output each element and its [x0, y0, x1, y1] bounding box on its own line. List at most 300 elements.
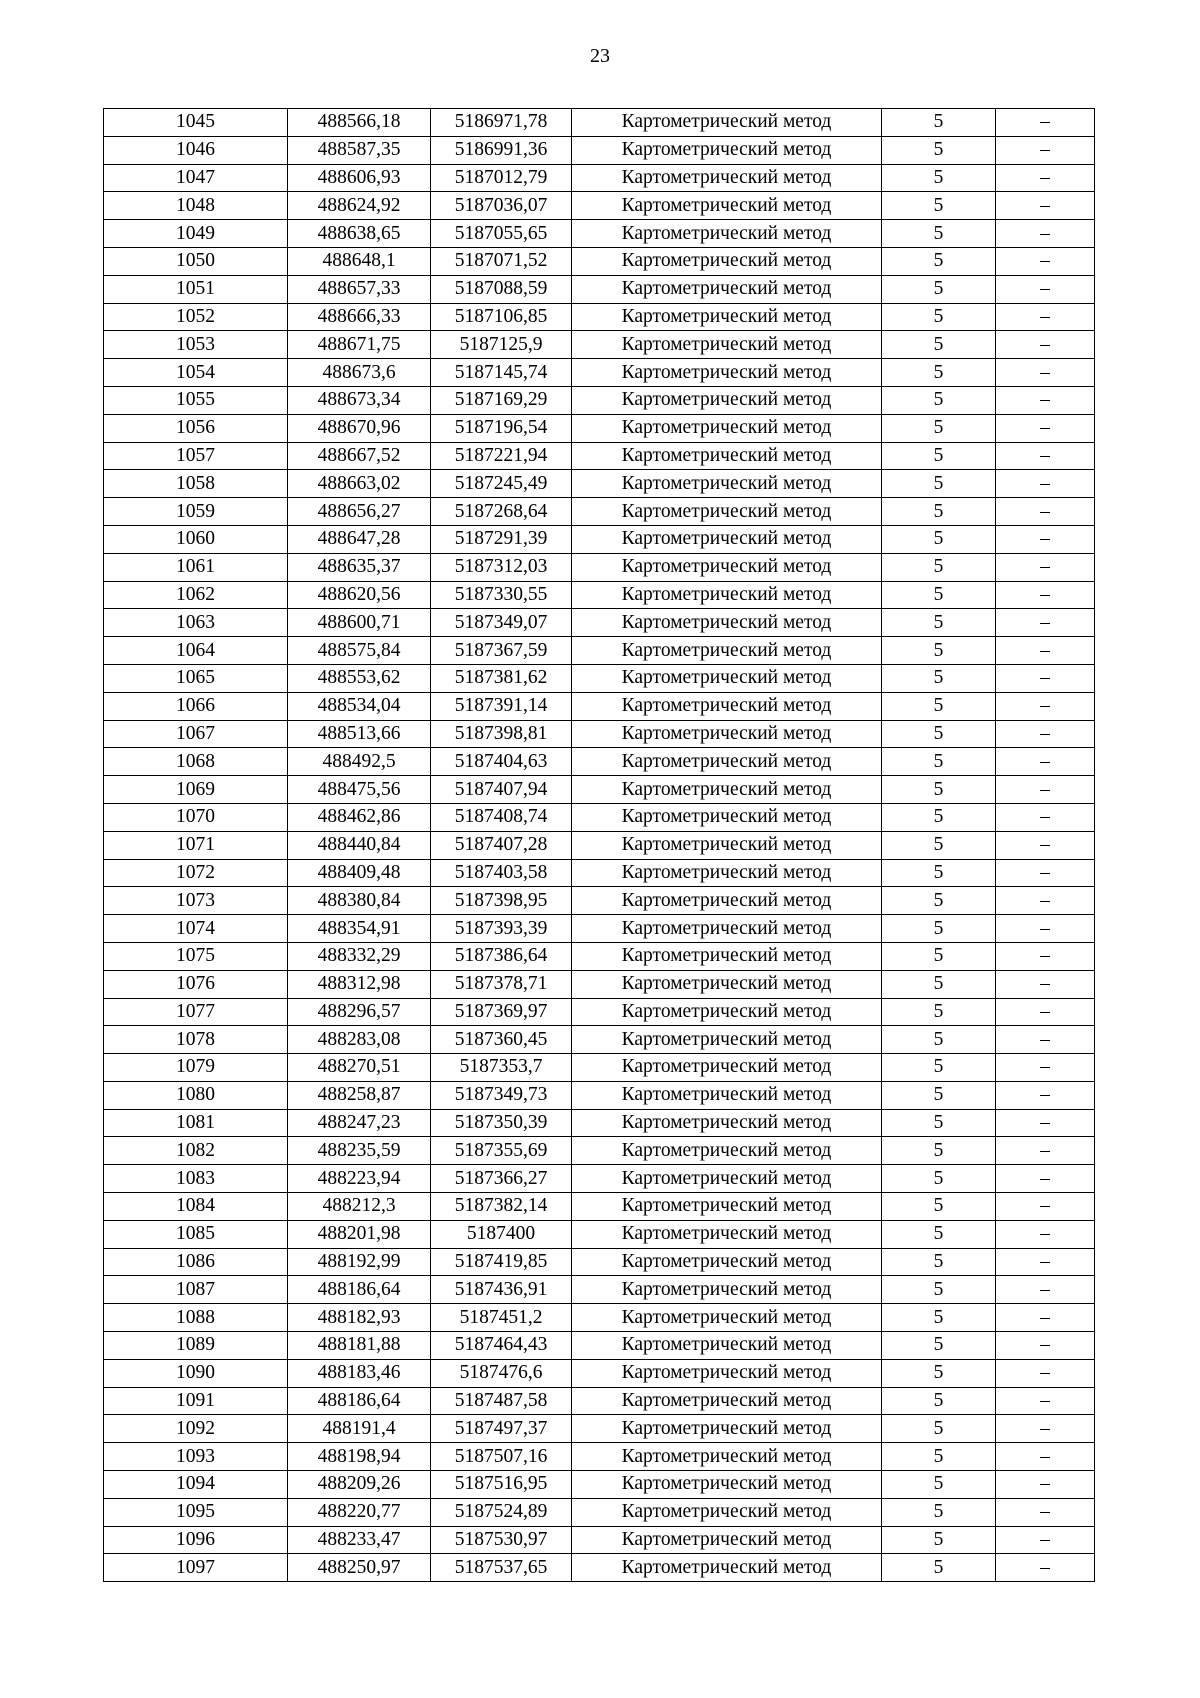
accuracy-cell: 5 [882, 109, 996, 137]
table-row [104, 303, 1095, 331]
method-cell: Картометрический метод [572, 637, 882, 665]
y-coordinate-cell: 5187367,59 [431, 637, 572, 665]
method-cell: Картометрический метод [572, 1304, 882, 1332]
table-row [104, 942, 1095, 970]
y-coordinate-cell: 5187291,39 [431, 525, 572, 553]
note-cell: – [996, 1193, 1095, 1221]
accuracy-cell: 5 [882, 803, 996, 831]
point-number-cell: 1067 [104, 720, 288, 748]
point-number-cell: 1048 [104, 192, 288, 220]
y-coordinate-cell: 5186991,36 [431, 136, 572, 164]
y-coordinate-cell: 5186971,78 [431, 109, 572, 137]
point-number-cell: 1050 [104, 247, 288, 275]
table-row [104, 1387, 1095, 1415]
accuracy-cell: 5 [882, 1554, 996, 1582]
note-cell: – [996, 303, 1095, 331]
accuracy-cell: 5 [882, 525, 996, 553]
note-cell: – [996, 1415, 1095, 1443]
note-cell: – [996, 664, 1095, 692]
y-coordinate-cell: 5187169,29 [431, 386, 572, 414]
method-cell: Картометрический метод [572, 859, 882, 887]
x-coordinate-cell: 488332,29 [288, 942, 431, 970]
point-number-cell: 1045 [104, 109, 288, 137]
accuracy-cell: 5 [882, 1359, 996, 1387]
accuracy-cell: 5 [882, 692, 996, 720]
x-coordinate-cell: 488673,34 [288, 386, 431, 414]
method-cell: Картометрический метод [572, 1387, 882, 1415]
x-coordinate-cell: 488600,71 [288, 609, 431, 637]
y-coordinate-cell: 5187487,58 [431, 1387, 572, 1415]
note-cell: – [996, 1165, 1095, 1193]
y-coordinate-cell: 5187419,85 [431, 1248, 572, 1276]
note-cell: – [996, 1054, 1095, 1082]
point-number-cell: 1061 [104, 553, 288, 581]
x-coordinate-cell: 488638,65 [288, 220, 431, 248]
note-cell: – [996, 609, 1095, 637]
coordinates-table [103, 108, 1095, 1582]
y-coordinate-cell: 5187312,03 [431, 553, 572, 581]
point-number-cell: 1084 [104, 1193, 288, 1221]
table-row [104, 581, 1095, 609]
method-cell: Картометрический метод [572, 414, 882, 442]
table-row [104, 970, 1095, 998]
point-number-cell: 1075 [104, 942, 288, 970]
table-row [104, 664, 1095, 692]
y-coordinate-cell: 5187393,39 [431, 915, 572, 943]
method-cell: Картометрический метод [572, 1554, 882, 1582]
x-coordinate-cell: 488233,47 [288, 1526, 431, 1554]
x-coordinate-cell: 488663,02 [288, 470, 431, 498]
method-cell: Картометрический метод [572, 1081, 882, 1109]
accuracy-cell: 5 [882, 1387, 996, 1415]
method-cell: Картометрический метод [572, 942, 882, 970]
method-cell: Картометрический метод [572, 692, 882, 720]
table-row [104, 1415, 1095, 1443]
table-row [104, 1443, 1095, 1471]
note-cell: – [996, 275, 1095, 303]
note-cell: – [996, 1471, 1095, 1499]
accuracy-cell: 5 [882, 164, 996, 192]
note-cell: – [996, 1137, 1095, 1165]
method-cell: Картометрический метод [572, 1471, 882, 1499]
method-cell: Картометрический метод [572, 220, 882, 248]
note-cell: – [996, 637, 1095, 665]
y-coordinate-cell: 5187245,49 [431, 470, 572, 498]
coordinates-table-body [104, 109, 1095, 1582]
method-cell: Картометрический метод [572, 915, 882, 943]
method-cell: Картометрический метод [572, 553, 882, 581]
note-cell: – [996, 136, 1095, 164]
y-coordinate-cell: 5187398,95 [431, 887, 572, 915]
accuracy-cell: 5 [882, 1081, 996, 1109]
accuracy-cell: 5 [882, 1054, 996, 1082]
method-cell: Картометрический метод [572, 1443, 882, 1471]
y-coordinate-cell: 5187507,16 [431, 1443, 572, 1471]
x-coordinate-cell: 488475,56 [288, 776, 431, 804]
table-row [104, 442, 1095, 470]
table-row [104, 1054, 1095, 1082]
accuracy-cell: 5 [882, 581, 996, 609]
point-number-cell: 1085 [104, 1220, 288, 1248]
table-row [104, 637, 1095, 665]
table-row [104, 275, 1095, 303]
method-cell: Картометрический метод [572, 1332, 882, 1360]
x-coordinate-cell: 488182,93 [288, 1304, 431, 1332]
note-cell: – [996, 1220, 1095, 1248]
note-cell: – [996, 331, 1095, 359]
note-cell: – [996, 247, 1095, 275]
y-coordinate-cell: 5187407,94 [431, 776, 572, 804]
accuracy-cell: 5 [882, 553, 996, 581]
table-row [104, 331, 1095, 359]
point-number-cell: 1090 [104, 1359, 288, 1387]
point-number-cell: 1064 [104, 637, 288, 665]
point-number-cell: 1088 [104, 1304, 288, 1332]
method-cell: Картометрический метод [572, 386, 882, 414]
y-coordinate-cell: 5187055,65 [431, 220, 572, 248]
method-cell: Картометрический метод [572, 803, 882, 831]
table-row [104, 386, 1095, 414]
point-number-cell: 1071 [104, 831, 288, 859]
accuracy-cell: 5 [882, 1443, 996, 1471]
table-row [104, 776, 1095, 804]
note-cell: – [996, 915, 1095, 943]
x-coordinate-cell: 488534,04 [288, 692, 431, 720]
method-cell: Картометрический метод [572, 498, 882, 526]
x-coordinate-cell: 488380,84 [288, 887, 431, 915]
table-row [104, 359, 1095, 387]
method-cell: Картометрический метод [572, 1276, 882, 1304]
y-coordinate-cell: 5187125,9 [431, 331, 572, 359]
accuracy-cell: 5 [882, 414, 996, 442]
note-cell: – [996, 831, 1095, 859]
accuracy-cell: 5 [882, 192, 996, 220]
accuracy-cell: 5 [882, 1526, 996, 1554]
point-number-cell: 1052 [104, 303, 288, 331]
y-coordinate-cell: 5187088,59 [431, 275, 572, 303]
table-row [104, 1165, 1095, 1193]
x-coordinate-cell: 488312,98 [288, 970, 431, 998]
table-row [104, 109, 1095, 137]
y-coordinate-cell: 5187476,6 [431, 1359, 572, 1387]
table-row [104, 915, 1095, 943]
note-cell: – [996, 1526, 1095, 1554]
method-cell: Картометрический метод [572, 164, 882, 192]
x-coordinate-cell: 488181,88 [288, 1332, 431, 1360]
y-coordinate-cell: 5187524,89 [431, 1498, 572, 1526]
method-cell: Картометрический метод [572, 1359, 882, 1387]
x-coordinate-cell: 488409,48 [288, 859, 431, 887]
x-coordinate-cell: 488647,28 [288, 525, 431, 553]
table-row [104, 831, 1095, 859]
y-coordinate-cell: 5187464,43 [431, 1332, 572, 1360]
accuracy-cell: 5 [882, 1220, 996, 1248]
y-coordinate-cell: 5187537,65 [431, 1554, 572, 1582]
x-coordinate-cell: 488258,87 [288, 1081, 431, 1109]
point-number-cell: 1070 [104, 803, 288, 831]
point-number-cell: 1059 [104, 498, 288, 526]
x-coordinate-cell: 488247,23 [288, 1109, 431, 1137]
y-coordinate-cell: 5187071,52 [431, 247, 572, 275]
point-number-cell: 1058 [104, 470, 288, 498]
note-cell: – [996, 1387, 1095, 1415]
y-coordinate-cell: 5187381,62 [431, 664, 572, 692]
accuracy-cell: 5 [882, 247, 996, 275]
x-coordinate-cell: 488492,5 [288, 748, 431, 776]
y-coordinate-cell: 5187012,79 [431, 164, 572, 192]
y-coordinate-cell: 5187516,95 [431, 1471, 572, 1499]
y-coordinate-cell: 5187382,14 [431, 1193, 572, 1221]
x-coordinate-cell: 488635,37 [288, 553, 431, 581]
point-number-cell: 1057 [104, 442, 288, 470]
y-coordinate-cell: 5187360,45 [431, 1026, 572, 1054]
table-row [104, 525, 1095, 553]
x-coordinate-cell: 488673,6 [288, 359, 431, 387]
note-cell: – [996, 1498, 1095, 1526]
note-cell: – [996, 220, 1095, 248]
table-row [104, 692, 1095, 720]
x-coordinate-cell: 488250,97 [288, 1554, 431, 1582]
table-row [104, 498, 1095, 526]
note-cell: – [996, 1081, 1095, 1109]
note-cell: – [996, 887, 1095, 915]
x-coordinate-cell: 488566,18 [288, 109, 431, 137]
y-coordinate-cell: 5187436,91 [431, 1276, 572, 1304]
accuracy-cell: 5 [882, 776, 996, 804]
x-coordinate-cell: 488223,94 [288, 1165, 431, 1193]
method-cell: Картометрический метод [572, 1165, 882, 1193]
method-cell: Картометрический метод [572, 970, 882, 998]
x-coordinate-cell: 488201,98 [288, 1220, 431, 1248]
x-coordinate-cell: 488192,99 [288, 1248, 431, 1276]
method-cell: Картометрический метод [572, 1415, 882, 1443]
point-number-cell: 1065 [104, 664, 288, 692]
x-coordinate-cell: 488209,26 [288, 1471, 431, 1499]
x-coordinate-cell: 488191,4 [288, 1415, 431, 1443]
table-row [104, 1220, 1095, 1248]
note-cell: – [996, 776, 1095, 804]
method-cell: Картометрический метод [572, 776, 882, 804]
point-number-cell: 1047 [104, 164, 288, 192]
x-coordinate-cell: 488183,46 [288, 1359, 431, 1387]
note-cell: – [996, 692, 1095, 720]
y-coordinate-cell: 5187530,97 [431, 1526, 572, 1554]
x-coordinate-cell: 488648,1 [288, 247, 431, 275]
note-cell: – [996, 498, 1095, 526]
accuracy-cell: 5 [882, 609, 996, 637]
x-coordinate-cell: 488235,59 [288, 1137, 431, 1165]
x-coordinate-cell: 488270,51 [288, 1054, 431, 1082]
point-number-cell: 1073 [104, 887, 288, 915]
note-cell: – [996, 1332, 1095, 1360]
method-cell: Картометрический метод [572, 1498, 882, 1526]
accuracy-cell: 5 [882, 859, 996, 887]
note-cell: – [996, 525, 1095, 553]
x-coordinate-cell: 488670,96 [288, 414, 431, 442]
y-coordinate-cell: 5187350,39 [431, 1109, 572, 1137]
table-row [104, 414, 1095, 442]
method-cell: Картометрический метод [572, 303, 882, 331]
accuracy-cell: 5 [882, 303, 996, 331]
table-row [104, 1081, 1095, 1109]
table-row [104, 803, 1095, 831]
y-coordinate-cell: 5187349,07 [431, 609, 572, 637]
method-cell: Картометрический метод [572, 998, 882, 1026]
point-number-cell: 1053 [104, 331, 288, 359]
y-coordinate-cell: 5187106,85 [431, 303, 572, 331]
note-cell: – [996, 553, 1095, 581]
x-coordinate-cell: 488212,3 [288, 1193, 431, 1221]
table-row [104, 247, 1095, 275]
method-cell: Картометрический метод [572, 109, 882, 137]
x-coordinate-cell: 488671,75 [288, 331, 431, 359]
point-number-cell: 1079 [104, 1054, 288, 1082]
table-row [104, 192, 1095, 220]
table-row [104, 1359, 1095, 1387]
method-cell: Картометрический метод [572, 609, 882, 637]
method-cell: Картометрический метод [572, 720, 882, 748]
point-number-cell: 1094 [104, 1471, 288, 1499]
accuracy-cell: 5 [882, 970, 996, 998]
method-cell: Картометрический метод [572, 359, 882, 387]
y-coordinate-cell: 5187353,7 [431, 1054, 572, 1082]
x-coordinate-cell: 488656,27 [288, 498, 431, 526]
point-number-cell: 1082 [104, 1137, 288, 1165]
y-coordinate-cell: 5187403,58 [431, 859, 572, 887]
method-cell: Картометрический метод [572, 1193, 882, 1221]
y-coordinate-cell: 5187400 [431, 1220, 572, 1248]
method-cell: Картометрический метод [572, 470, 882, 498]
point-number-cell: 1097 [104, 1554, 288, 1582]
table-row [104, 887, 1095, 915]
table-row [104, 1109, 1095, 1137]
method-cell: Картометрический метод [572, 1109, 882, 1137]
x-coordinate-cell: 488553,62 [288, 664, 431, 692]
y-coordinate-cell: 5187366,27 [431, 1165, 572, 1193]
point-number-cell: 1051 [104, 275, 288, 303]
accuracy-cell: 5 [882, 998, 996, 1026]
method-cell: Картометрический метод [572, 1054, 882, 1082]
accuracy-cell: 5 [882, 1109, 996, 1137]
y-coordinate-cell: 5187391,14 [431, 692, 572, 720]
y-coordinate-cell: 5187196,54 [431, 414, 572, 442]
table-row [104, 1137, 1095, 1165]
point-number-cell: 1060 [104, 525, 288, 553]
y-coordinate-cell: 5187145,74 [431, 359, 572, 387]
table-row [104, 609, 1095, 637]
point-number-cell: 1076 [104, 970, 288, 998]
x-coordinate-cell: 488624,92 [288, 192, 431, 220]
note-cell: – [996, 1109, 1095, 1137]
note-cell: – [996, 998, 1095, 1026]
point-number-cell: 1087 [104, 1276, 288, 1304]
note-cell: – [996, 192, 1095, 220]
table-row [104, 136, 1095, 164]
y-coordinate-cell: 5187408,74 [431, 803, 572, 831]
note-cell: – [996, 1554, 1095, 1582]
table-row [104, 748, 1095, 776]
point-number-cell: 1080 [104, 1081, 288, 1109]
accuracy-cell: 5 [882, 1193, 996, 1221]
point-number-cell: 1089 [104, 1332, 288, 1360]
x-coordinate-cell: 488657,33 [288, 275, 431, 303]
note-cell: – [996, 1304, 1095, 1332]
x-coordinate-cell: 488283,08 [288, 1026, 431, 1054]
point-number-cell: 1078 [104, 1026, 288, 1054]
point-number-cell: 1068 [104, 748, 288, 776]
accuracy-cell: 5 [882, 1498, 996, 1526]
point-number-cell: 1093 [104, 1443, 288, 1471]
note-cell: – [996, 1443, 1095, 1471]
y-coordinate-cell: 5187378,71 [431, 970, 572, 998]
point-number-cell: 1092 [104, 1415, 288, 1443]
accuracy-cell: 5 [882, 915, 996, 943]
y-coordinate-cell: 5187407,28 [431, 831, 572, 859]
y-coordinate-cell: 5187036,07 [431, 192, 572, 220]
method-cell: Картометрический метод [572, 581, 882, 609]
accuracy-cell: 5 [882, 1248, 996, 1276]
table-row [104, 164, 1095, 192]
point-number-cell: 1072 [104, 859, 288, 887]
method-cell: Картометрический метод [572, 136, 882, 164]
x-coordinate-cell: 488354,91 [288, 915, 431, 943]
table-row [104, 1498, 1095, 1526]
accuracy-cell: 5 [882, 1165, 996, 1193]
point-number-cell: 1049 [104, 220, 288, 248]
accuracy-cell: 5 [882, 136, 996, 164]
accuracy-cell: 5 [882, 748, 996, 776]
y-coordinate-cell: 5187221,94 [431, 442, 572, 470]
note-cell: – [996, 581, 1095, 609]
x-coordinate-cell: 488186,64 [288, 1387, 431, 1415]
point-number-cell: 1056 [104, 414, 288, 442]
point-number-cell: 1077 [104, 998, 288, 1026]
table-row [104, 998, 1095, 1026]
point-number-cell: 1054 [104, 359, 288, 387]
accuracy-cell: 5 [882, 1276, 996, 1304]
x-coordinate-cell: 488606,93 [288, 164, 431, 192]
note-cell: – [996, 942, 1095, 970]
note-cell: – [996, 359, 1095, 387]
note-cell: – [996, 803, 1095, 831]
accuracy-cell: 5 [882, 498, 996, 526]
note-cell: – [996, 720, 1095, 748]
table-row [104, 1471, 1095, 1499]
accuracy-cell: 5 [882, 1304, 996, 1332]
accuracy-cell: 5 [882, 831, 996, 859]
note-cell: – [996, 859, 1095, 887]
table-row [104, 1248, 1095, 1276]
note-cell: – [996, 164, 1095, 192]
point-number-cell: 1062 [104, 581, 288, 609]
point-number-cell: 1095 [104, 1498, 288, 1526]
point-number-cell: 1091 [104, 1387, 288, 1415]
accuracy-cell: 5 [882, 942, 996, 970]
note-cell: – [996, 386, 1095, 414]
y-coordinate-cell: 5187404,63 [431, 748, 572, 776]
note-cell: – [996, 1026, 1095, 1054]
table-row [104, 220, 1095, 248]
method-cell: Картометрический метод [572, 247, 882, 275]
table-row [104, 1276, 1095, 1304]
note-cell: – [996, 748, 1095, 776]
method-cell: Картометрический метод [572, 831, 882, 859]
accuracy-cell: 5 [882, 331, 996, 359]
note-cell: – [996, 1359, 1095, 1387]
accuracy-cell: 5 [882, 637, 996, 665]
point-number-cell: 1096 [104, 1526, 288, 1554]
point-number-cell: 1083 [104, 1165, 288, 1193]
